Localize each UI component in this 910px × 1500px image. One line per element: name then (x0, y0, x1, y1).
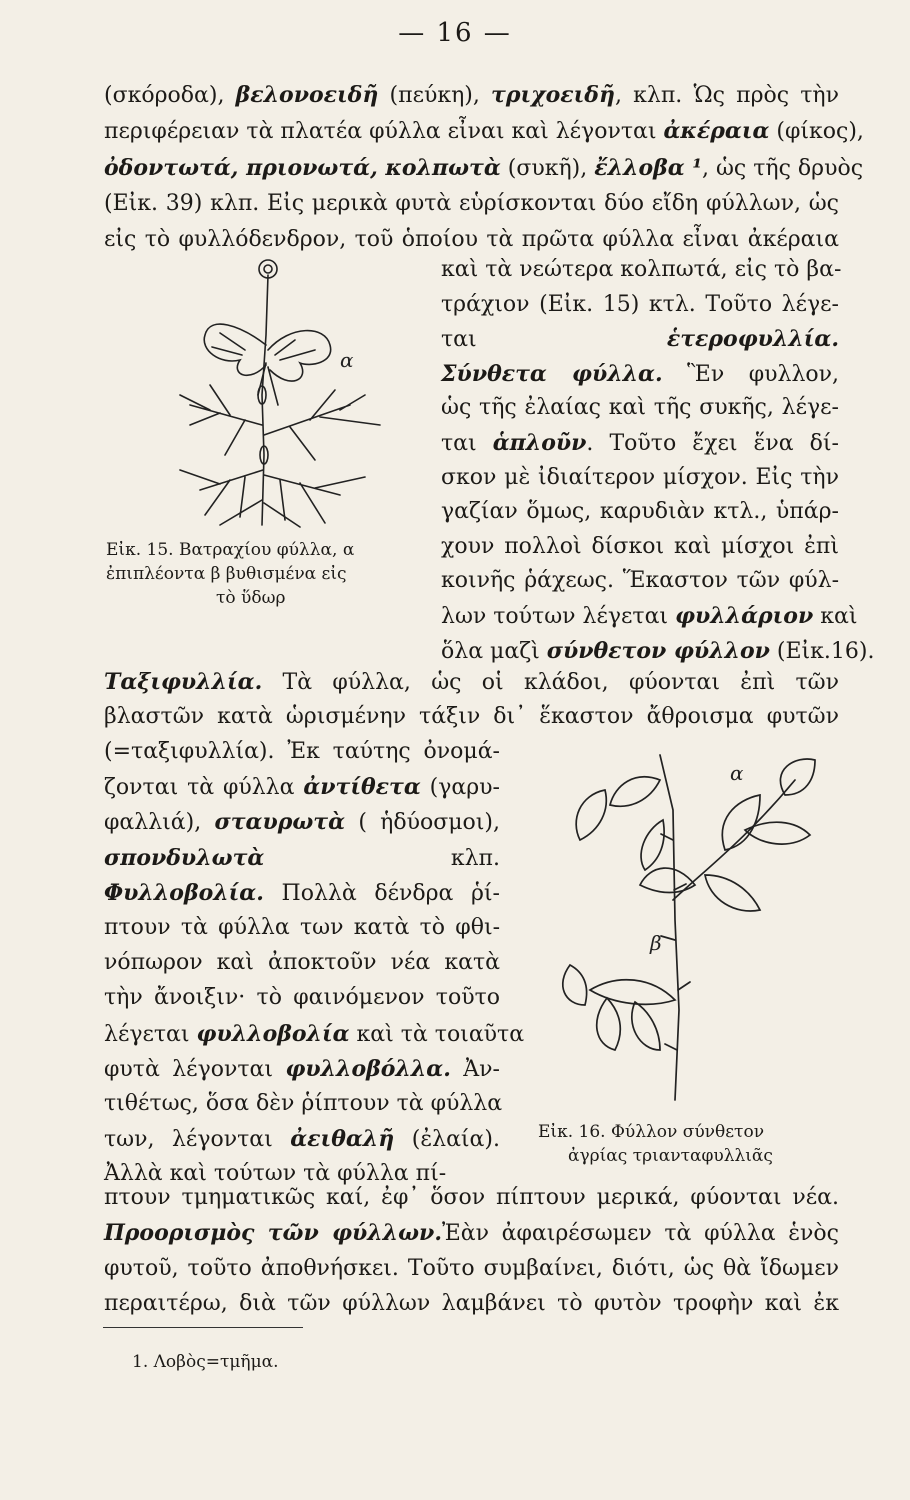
text-span: γαζίαν ὅμως, καρυδιὰν κτλ., ὑπάρ- (441, 499, 839, 525)
text-span: (ἐλαία). (394, 1127, 500, 1153)
text-span: ται (441, 327, 667, 353)
text-span: Τὰ φύλλα, ὡς οἱ κλάδοι, φύονται ἐπὶ τῶν (262, 670, 839, 695)
text-span: Ἓν φυλλον, (662, 361, 840, 387)
text-span: καὶ τὰ τοιαῦτα (349, 1021, 525, 1047)
text-span: Φυλλοβολία. (104, 879, 264, 906)
text-line (104, 702, 839, 732)
text-span: φαλλιά), (104, 810, 215, 836)
footnote-divider (103, 1327, 303, 1328)
text-span: ἁπλοῦν (492, 430, 587, 456)
text-span: , ὡς τῆς δρυὸς (701, 155, 864, 181)
figure-16-label-b: β (650, 931, 662, 955)
text-span: νόπωρον καὶ ἀποκτοῦν νέα κατὰ (104, 950, 500, 976)
text-line (104, 225, 839, 255)
text-span: (πεύκη), (378, 83, 492, 108)
text-span: περαιτέρω, διὰ τῶν φύλλων λαμβάνει τὸ φυτὸν τροφὴν καὶ ἐκ (104, 1290, 839, 1316)
text-line (441, 393, 839, 423)
text-line (104, 737, 500, 767)
text-line (104, 189, 839, 219)
text-line (104, 913, 500, 943)
text-span: των, λέγονται (104, 1127, 291, 1153)
text-span: φυτὰ λέγονται (104, 1056, 286, 1082)
figure-15-caption (106, 538, 354, 610)
text-line (104, 667, 839, 698)
text-span: ζονται τὰ φύλλα (104, 775, 304, 801)
text-span: (=ταξιφυλλία). Ἐκ ταύτης ὀνομά- (104, 739, 500, 764)
text-span: καὶ (813, 604, 858, 629)
text-span: ἀειθαλῆ (290, 1126, 395, 1153)
text-line (104, 983, 500, 1013)
text-span: Ἀλλὰ καὶ τούτων τὰ φύλλα πί- (104, 1161, 447, 1187)
text-line (104, 1254, 839, 1284)
text-span: Σύνθετα φύλλα. (441, 360, 663, 387)
text-span: Πολλὰ δένδρα ῥί- (263, 880, 500, 906)
text-line (104, 80, 839, 111)
text-span: . Τοῦτο ἔχει ἕνα δί- (586, 431, 839, 456)
footnote: 1. Λοβὸς=τμῆμα. (132, 1352, 279, 1372)
text-line (104, 843, 500, 874)
text-span: τριχοειδῆ (491, 82, 615, 108)
text-line (104, 772, 500, 803)
text-span: φυλλοβόλλα. (285, 1055, 451, 1082)
text-span: (φίκος), (769, 119, 864, 145)
text-line (441, 636, 875, 667)
text-span: ὡς τῆς ἐλαίας καὶ τῆς συκῆς, λέγε- (441, 395, 839, 421)
text-line (104, 1289, 839, 1319)
caption-line: Εἰκ. 16. Φύλλον σύνθετον (538, 1122, 765, 1142)
text-line (104, 1089, 503, 1119)
text-line (441, 601, 858, 632)
text-span: σταυρωτὰ (214, 809, 346, 836)
text-span: βελονοειδῆ (235, 82, 379, 108)
text-span: λέγεται (104, 1021, 197, 1047)
text-line (104, 1054, 500, 1085)
text-line (441, 359, 839, 390)
text-line (104, 153, 864, 184)
text-span: (σκόροδα), (104, 83, 236, 108)
text-span: φυτοῦ, τοῦτο ἀποθνήσκει. Τοῦτο συμβαίνει, διότι, ὡς θὰ ἴδωμεν (104, 1255, 839, 1281)
text-span: , κλπ. Ὡς πρὸς τὴν (614, 83, 839, 108)
figure-15-label: α (340, 348, 354, 372)
text-span: ἀντίθετα (303, 774, 421, 801)
text-span: πτουν τμηματικῶς καί, ἐφ᾿ ὅσον πίπτουν μερικά, φύονται νέα. (104, 1185, 839, 1210)
text-line (104, 1183, 839, 1213)
text-span: (συκῆ), (500, 155, 595, 181)
text-span: ὀδοντωτά, πριονωτά, κολπωτὰ (104, 154, 501, 181)
text-span: λων τούτων λέγεται (441, 604, 676, 629)
text-span: τιθέτως, ὅσα δὲν ῥίπτουν τὰ φύλλα (104, 1091, 503, 1116)
text-line (441, 290, 839, 320)
text-span: φυλλοβολία (196, 1020, 350, 1047)
caption-line: τὸ ὕδωρ (216, 588, 286, 608)
text-span: σκον μὲ ἰδιαίτερον μίσχον. Εἰς τὴν (441, 464, 839, 490)
text-line (441, 428, 839, 459)
text-span: καὶ τὰ νεώτερα κολπωτά, εἰς τὸ βα- (441, 257, 842, 282)
text-span: Ἐὰν ἀφαιρέσωμεν τὰ φύλλα ἑνὸς (441, 1221, 839, 1247)
text-line (104, 1218, 839, 1249)
text-span: (Εἰκ. 39) κλπ. Εἰς μερικὰ φυτὰ εὑρίσκονται δύο εἴδη φύλλων, ὡς (104, 190, 839, 216)
text-line (104, 807, 500, 838)
page-number: — 16 — (398, 18, 512, 48)
text-span: χουν πολλοὶ δίσκοι καὶ μίσχοι ἐπὶ (441, 533, 839, 559)
text-span: κοινῆς ῥάχεως. Ἕκαστον τῶν φύλ- (441, 568, 839, 594)
text-line (441, 532, 839, 562)
figure-16-caption (538, 1120, 773, 1168)
text-span: τὴν ἄνοιξιν· τὸ φαινόμενον τοῦτο (104, 985, 500, 1011)
text-span: ἀκέραια (663, 118, 770, 145)
text-span: ται (441, 431, 493, 456)
text-line (441, 566, 839, 596)
text-span: βλαστῶν κατὰ ὡρισμένην τάξιν δι᾿ ἕκαστον ἄθροισμα φυτῶν (104, 704, 839, 729)
text-line (441, 255, 842, 285)
text-span: περιφέρειαν τὰ πλατέα φύλλα εἶναι καὶ λέγονται (104, 119, 664, 145)
text-span: ἔλλοβα ¹ (594, 154, 702, 181)
caption-line: ἐπιπλέοντα β βυθισμένα εἰς (106, 564, 347, 584)
text-span: ὅλα μαζὶ (441, 638, 547, 664)
caption-line: ἀγρίας τριανταφυλλιᾶς (568, 1146, 773, 1166)
caption-line: Εἰκ. 15. Βατραχίου φύλλα, α (106, 540, 355, 560)
figure-16-illustration (545, 750, 840, 1105)
text-span: Ἀν- (450, 1056, 500, 1082)
text-span: Προορισμὸς τῶν φύλλων. (104, 1220, 442, 1247)
text-span: τράχιον (Εἰκ. 15) κτλ. Τοῦτο λέγε- (441, 291, 839, 317)
text-span: σύνθετον φύλλον (546, 637, 770, 664)
text-span: εἰς τὸ φυλλόδενδρον, τοῦ ὁποίου τὰ πρῶτα φύλλα εἶναι ἀκέραια (104, 227, 839, 253)
text-line (104, 1124, 500, 1155)
text-span: πτουν τὰ φύλλα των κατὰ τὸ φθι- (104, 915, 500, 940)
text-span: φυλλάριον (675, 603, 814, 629)
text-line (104, 948, 500, 978)
text-line (441, 324, 839, 355)
text-line (441, 463, 839, 493)
text-line (104, 1019, 525, 1050)
text-span: ( ἡδύοσμοι), (345, 810, 500, 836)
text-span: (Εἰκ.16). (769, 638, 875, 664)
figure-16-label-a: α (730, 761, 744, 785)
text-span: (γαρυ- (420, 775, 500, 801)
figure-15-illustration (150, 255, 420, 530)
text-span: κλπ. (264, 845, 500, 871)
text-line (441, 497, 839, 527)
text-span: σπονδυλωτὰ (104, 844, 265, 871)
text-line (104, 878, 500, 909)
text-span: Ταξιφυλλία. (104, 669, 263, 695)
text-span: ἑτεροφυλλία. (666, 326, 839, 353)
text-line (104, 116, 864, 147)
